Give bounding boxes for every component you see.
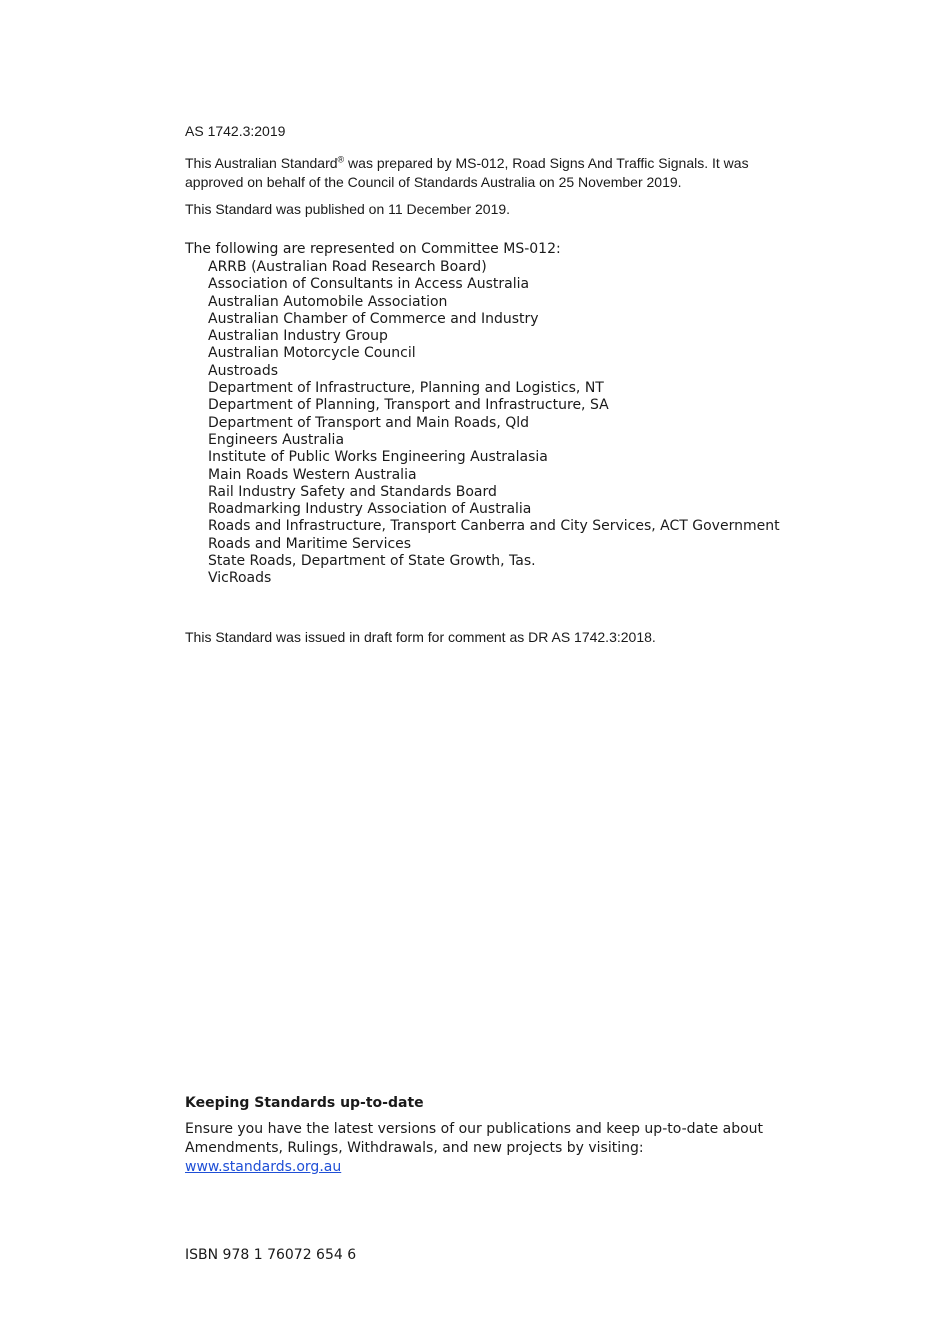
committee-member: State Roads, Department of State Growth, Tas. [208,553,536,570]
committee-member: VicRoads [208,570,272,587]
keeping-up-to-date-heading: Keeping Standards up-to-date [185,1095,424,1111]
committee-member: Roads and Maritime Services [208,535,412,552]
committee-member: Australian Industry Group [208,328,388,345]
keeping-up-to-date-text: Ensure you have the latest versions of our publications and keep up-to-date about Amendments, Rulings, Withdrawals, and new projects by visiting: [185,1121,764,1156]
isbn: ISBN 978 1 76072 654 6 [185,1247,357,1263]
committee-member: Austroads [208,362,279,379]
committee-member: Roadmarking Industry Association of Australia [208,501,532,518]
committee-member: Rail Industry Safety and Standards Board [208,483,497,500]
preparation-text-end: was prepared by MS-012, Road Signs And Traffic Signals. It was approved on behalf of the Council of Standards Australia on 25 November 2019. [185,155,749,190]
document-code: AS 1742.3:2019 [185,123,286,139]
committee-member-list [208,259,780,588]
committee-member: Engineers Australia [208,431,345,448]
committee-member: Australian Automobile Association [208,293,448,310]
committee-intro: The following are represented on Committee MS-012: [185,241,561,257]
preparation-text-start: This Australian Standard [185,155,338,171]
committee-member: Australian Motorcycle Council [208,345,416,362]
committee-member: Department of Planning, Transport and Infrastructure, SA [208,397,609,414]
committee-member: Main Roads Western Australia [208,466,417,483]
preparation-statement [185,154,785,192]
committee-member: ARRB (Australian Road Research Board) [208,259,487,275]
publication-date-statement: This Standard was published on 11 December 2019. [185,201,511,217]
committee-member: Association of Consultants in Access Australia [208,276,530,293]
committee-member: Institute of Public Works Engineering Australasia [208,449,548,466]
committee-member: Australian Chamber of Commerce and Industry [208,310,539,327]
committee-member: Department of Infrastructure, Planning and Logistics, NT [208,380,604,397]
standards-website-link[interactable]: www.standards.org.au [185,1159,342,1175]
registered-trademark-mark: ® [337,154,345,165]
committee-member: Roads and Infrastructure, Transport Canberra and City Services, ACT Government [208,518,780,535]
draft-note: This Standard was issued in draft form for comment as DR AS 1742.3:2018. [185,629,656,645]
committee-member: Department of Transport and Main Roads, Qld [208,414,530,431]
